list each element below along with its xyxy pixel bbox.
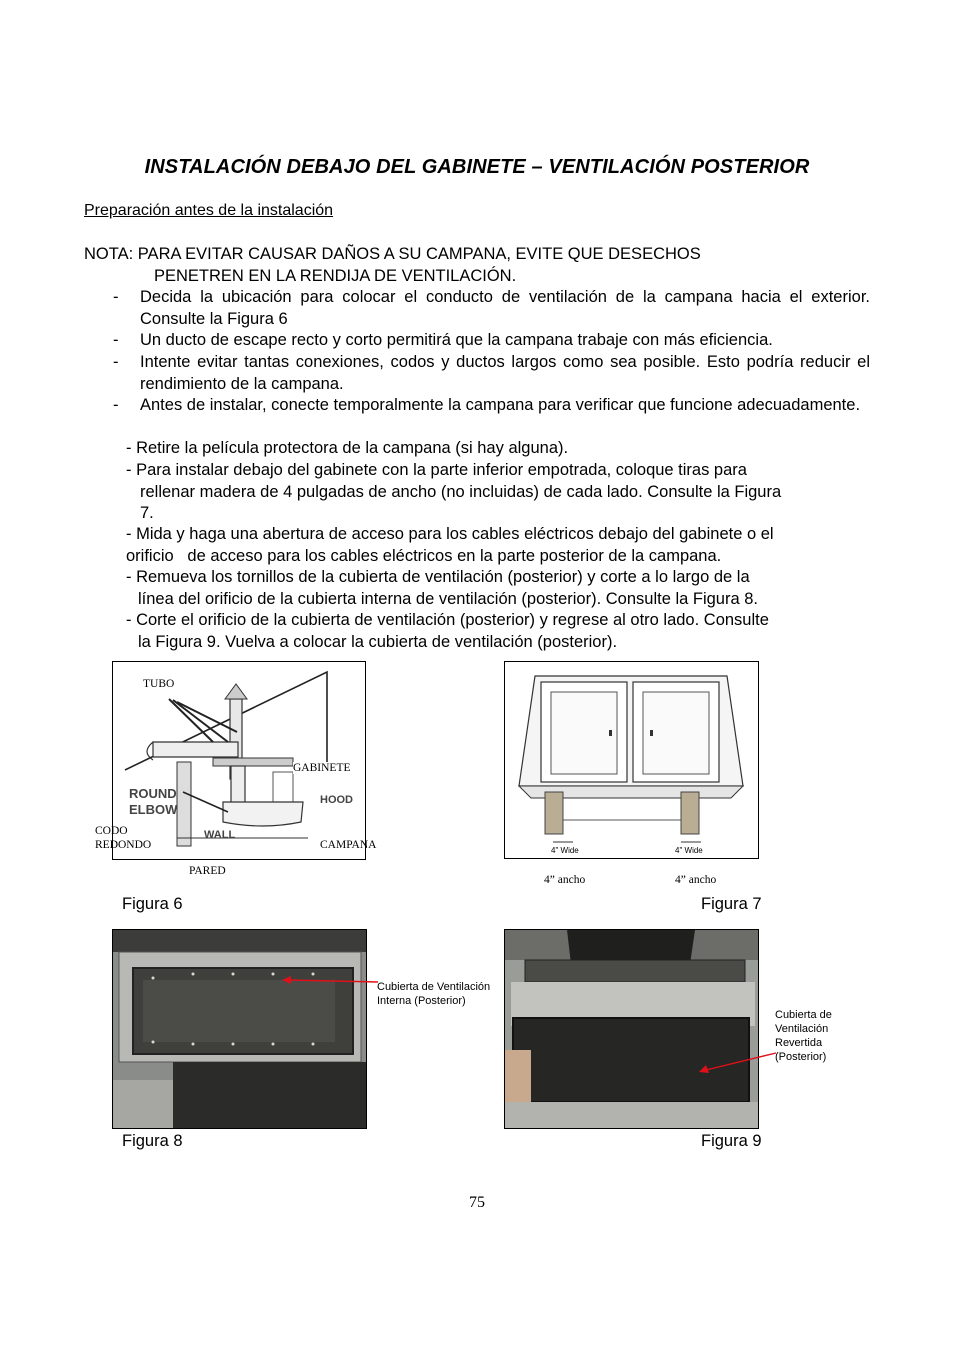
reversed-vent-cover-photo xyxy=(505,930,758,1128)
list-item-line: - Para instalar debajo del gabinete con la parte inferior empotrada, coloque tiras para xyxy=(126,461,747,479)
label-wall: WALL xyxy=(204,829,236,841)
figure-6-caption: Figura 6 xyxy=(122,895,183,913)
list-item xyxy=(126,610,871,653)
list-dash: - xyxy=(113,288,119,306)
label-codo: CODO xyxy=(95,825,128,837)
figure-7-diagram xyxy=(504,661,759,859)
label-ancho-right: 4” ancho xyxy=(675,874,717,886)
list-item-text: - Retire la película protectora de la campana (si hay alguna). xyxy=(126,439,569,457)
list-item xyxy=(126,460,871,525)
list-item-line: 7. xyxy=(140,504,154,522)
figure-8-photo xyxy=(112,929,367,1129)
list-item-text: Intente evitar tantas conexiones, codos y ductos largos como sea posible. Esto podría reducir el rendimiento de la campana. xyxy=(140,353,870,393)
list-item xyxy=(126,438,871,460)
label-wide-left: 4" Wide xyxy=(551,846,579,855)
cabinet-illustration xyxy=(505,662,758,858)
list-item-line: la Figura 9. Vuelva a colocar la cubierta de ventilación (posterior). xyxy=(138,632,618,651)
label-round: ROUND xyxy=(129,786,177,801)
list-item-line: - Corte el orificio de la cubierta de ventilación (posterior) y regrese al otro lado. Consulte xyxy=(126,611,769,629)
vent-cover-photo xyxy=(113,930,366,1128)
figure-9-caption: Figura 9 xyxy=(701,1132,762,1150)
arrow-fig9 xyxy=(696,1050,778,1076)
label-fig9-line4: (Posterior) xyxy=(775,1051,827,1063)
vent-diagram-illustration xyxy=(113,662,365,859)
list-item-text: Un ducto de escape recto y corto permitirá que la campana trabaje con más eficiencia. xyxy=(140,331,773,349)
note-line-1: NOTA: PARA EVITAR CAUSAR DAÑOS A SU CAMPANA, EVITE QUE DESECHOS xyxy=(84,245,701,263)
label-hood: HOOD xyxy=(320,794,353,806)
figure-7-caption: Figura 7 xyxy=(701,895,762,913)
list-item-text: Decida la ubicación para colocar el conducto de ventilación de la campana hacia el exterior. Consulte la Figura 6 xyxy=(140,288,870,328)
label-wide-right: 4" Wide xyxy=(675,846,703,855)
list-dash: - xyxy=(113,396,119,414)
label-pared: PARED xyxy=(189,865,226,877)
list-item-line: rellenar madera de 4 pulgadas de ancho (no incluidas) de cada lado. Consulte la Figura xyxy=(140,482,782,501)
label-redondo: REDONDO xyxy=(95,839,152,851)
list-item-line: - Remueva los tornillos de la cubierta de ventilación (posterior) y corte a lo largo de la xyxy=(126,568,750,586)
list-dash: - xyxy=(113,331,119,349)
list-item xyxy=(126,524,871,567)
label-campana: CAMPANA xyxy=(320,839,377,851)
figure-6-diagram xyxy=(112,661,366,860)
arrow-fig8 xyxy=(280,972,380,988)
list-dash: - xyxy=(113,353,119,371)
section-subtitle: Preparación antes de la instalación xyxy=(84,202,334,219)
note-block xyxy=(84,244,864,287)
label-elbow: ELBOW xyxy=(129,802,178,817)
label-fig9-line2: Ventilación xyxy=(775,1023,829,1035)
list-item xyxy=(126,567,871,610)
page-number: 75 xyxy=(469,1194,485,1211)
note-line-2: PENETREN EN LA RENDIJA DE VENTILACIÓN. xyxy=(154,266,517,285)
label-gabinete: GABINETE xyxy=(293,762,351,774)
figure-9-photo xyxy=(504,929,759,1129)
list-item-text: Antes de instalar, conecte temporalmente la campana para verificar que funcione adecuadamente. xyxy=(140,396,861,414)
label-tubo: TUBO xyxy=(143,678,175,690)
label-fig9-line3: Revertida xyxy=(775,1037,823,1049)
list-item-line: línea del orificio de la cubierta interna de ventilación (posterior). Consulte la Figura 8. xyxy=(138,589,758,608)
label-fig8-line1: Cubierta de Ventilación xyxy=(377,981,491,993)
list-item-line: - Mida y haga una abertura de acceso para los cables eléctricos debajo del gabinete o el xyxy=(126,525,774,543)
figure-8-caption: Figura 8 xyxy=(122,1132,183,1150)
label-fig8-line2: Interna (Posterior) xyxy=(377,995,466,1007)
label-fig9-line1: Cubierta de xyxy=(775,1009,832,1021)
label-ancho-left: 4” ancho xyxy=(544,874,586,886)
page-title: INSTALACIÓN DEBAJO DEL GABINETE – VENTILACIÓN POSTERIOR xyxy=(144,156,810,178)
list-item-line: orificio de acceso para los cables eléctricos en la parte posterior de la campana. xyxy=(126,546,722,565)
